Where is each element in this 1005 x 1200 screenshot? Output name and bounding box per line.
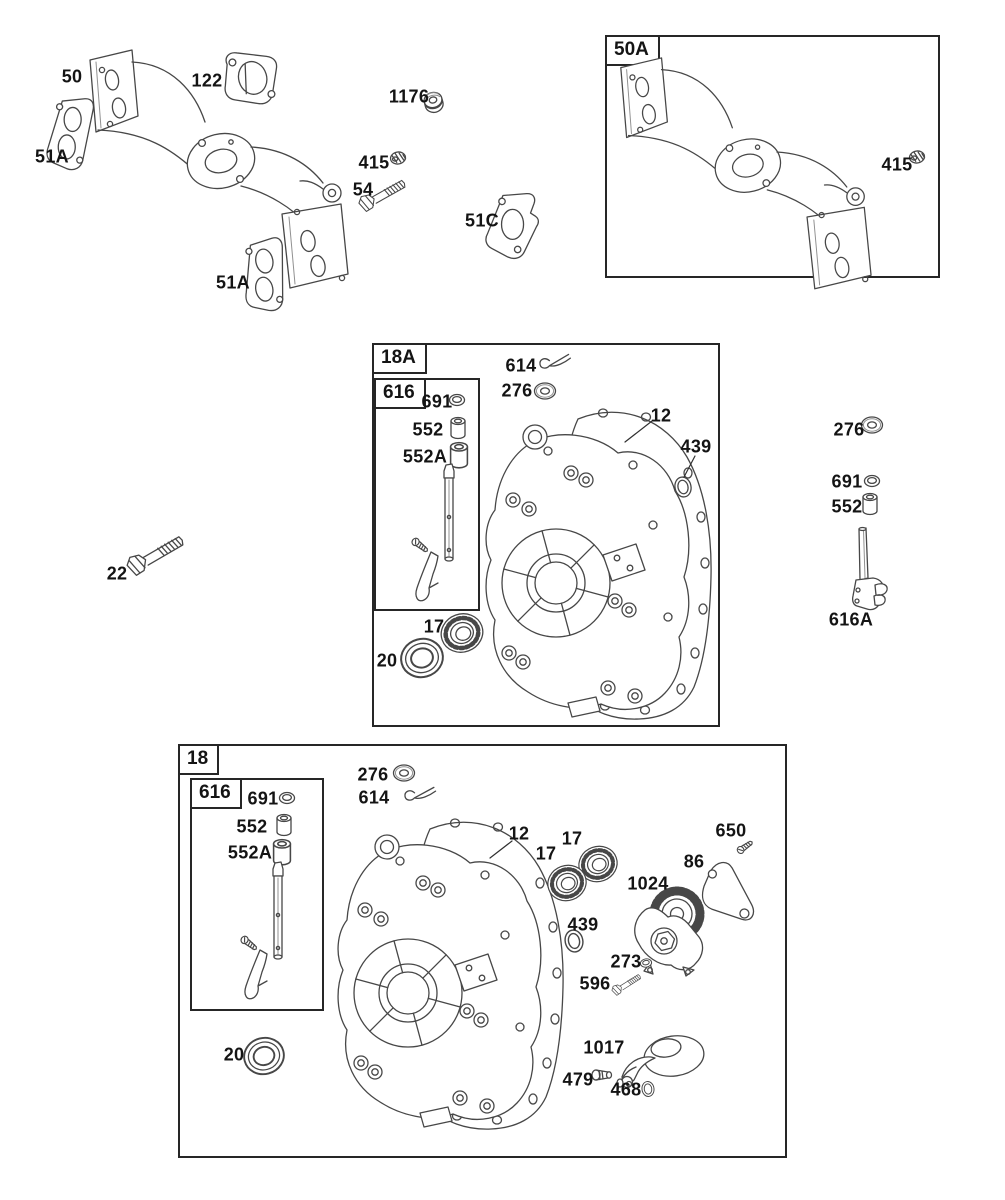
part-label-122: 122 xyxy=(191,70,223,91)
part-label-54: 54 xyxy=(352,179,374,200)
part-label-415: 415 xyxy=(881,154,913,175)
part-label-614: 614 xyxy=(358,787,390,808)
oring-691-18-drawing xyxy=(280,793,295,804)
bolt-596-drawing xyxy=(610,973,642,996)
part-label-12: 12 xyxy=(650,405,672,426)
bushing-552a-18a-drawing xyxy=(451,443,468,468)
cotter-pin-614-18-drawing xyxy=(404,786,436,801)
part-label-415: 415 xyxy=(358,152,390,173)
fitting-479-drawing xyxy=(592,1070,612,1080)
part-label-614: 614 xyxy=(505,355,537,376)
part-label-51A: 51A xyxy=(35,146,69,167)
oring-468-drawing xyxy=(641,1081,655,1098)
callout-tag-box-50A: 50A xyxy=(605,35,660,66)
seal-20-18-drawing xyxy=(240,1033,288,1078)
part-label-479: 479 xyxy=(562,1069,594,1090)
part-label-691: 691 xyxy=(421,391,453,412)
part-label-552A: 552A xyxy=(227,842,273,863)
part-label-552: 552 xyxy=(831,496,863,517)
part-label-17: 17 xyxy=(561,828,583,849)
crankcase-cover-18-drawing xyxy=(338,819,563,1129)
part-label-596: 596 xyxy=(579,973,611,994)
part-label-51C: 51C xyxy=(465,210,499,231)
seal-20-18a-drawing xyxy=(397,634,447,682)
bushing-552-18a-drawing xyxy=(451,418,465,439)
part-label-17: 17 xyxy=(423,616,445,637)
part-label-276: 276 xyxy=(357,764,389,785)
governor-crank-616a-drawing xyxy=(853,528,887,610)
crankcase-cover-18a-drawing xyxy=(486,409,711,719)
part-label-22: 22 xyxy=(106,563,128,584)
part-label-468: 468 xyxy=(610,1079,642,1100)
part-label-650: 650 xyxy=(715,820,747,841)
gasket-86-drawing xyxy=(700,861,758,921)
part-label-1024: 1024 xyxy=(627,873,669,894)
part-label-439: 439 xyxy=(567,914,599,935)
part-label-439: 439 xyxy=(680,436,712,457)
part-label-1017: 1017 xyxy=(583,1037,625,1058)
part-label-276: 276 xyxy=(833,419,865,440)
part-label-552: 552 xyxy=(236,816,268,837)
callout-tag-box-616-upper: 616 xyxy=(374,378,426,409)
washer-276-18-drawing xyxy=(394,765,415,781)
part-label-273: 273 xyxy=(610,951,642,972)
callout-tag-box-18A: 18A xyxy=(372,343,427,374)
callout-tag-box-616-lower: 616 xyxy=(190,778,242,809)
governor-kit-18a-drawing xyxy=(411,464,454,601)
callout-tag-box-18: 18 xyxy=(178,744,219,775)
part-label-276: 276 xyxy=(501,380,533,401)
part-label-17: 17 xyxy=(535,843,557,864)
spacer-122-drawing xyxy=(221,49,280,108)
part-label-552: 552 xyxy=(412,419,444,440)
oring-691-right-drawing xyxy=(865,476,880,487)
part-label-691: 691 xyxy=(831,471,863,492)
part-label-20: 20 xyxy=(223,1044,245,1065)
bushing-552-18-drawing xyxy=(277,815,291,836)
part-label-552A: 552A xyxy=(402,446,448,467)
part-label-691: 691 xyxy=(247,788,279,809)
washer-276-right-drawing xyxy=(862,417,883,433)
part-label-1176: 1176 xyxy=(388,86,430,107)
part-label-12: 12 xyxy=(508,823,530,844)
bushing-552-right-drawing xyxy=(863,494,877,515)
part-label-20: 20 xyxy=(376,650,398,671)
part-label-616A: 616A xyxy=(828,609,874,630)
part-label-51A: 51A xyxy=(216,272,250,293)
cotter-pin-614-18a-drawing xyxy=(539,353,571,369)
intake-manifold-50a-drawing xyxy=(621,58,871,289)
governor-kit-18-drawing xyxy=(240,862,283,999)
part-label-50: 50 xyxy=(61,66,83,87)
bolt-22-drawing xyxy=(125,533,188,577)
bushing-552a-18-drawing xyxy=(274,840,291,865)
screw-415-drawing xyxy=(390,151,407,165)
part-label-86: 86 xyxy=(683,851,705,872)
washer-276-18a-drawing xyxy=(535,383,556,399)
